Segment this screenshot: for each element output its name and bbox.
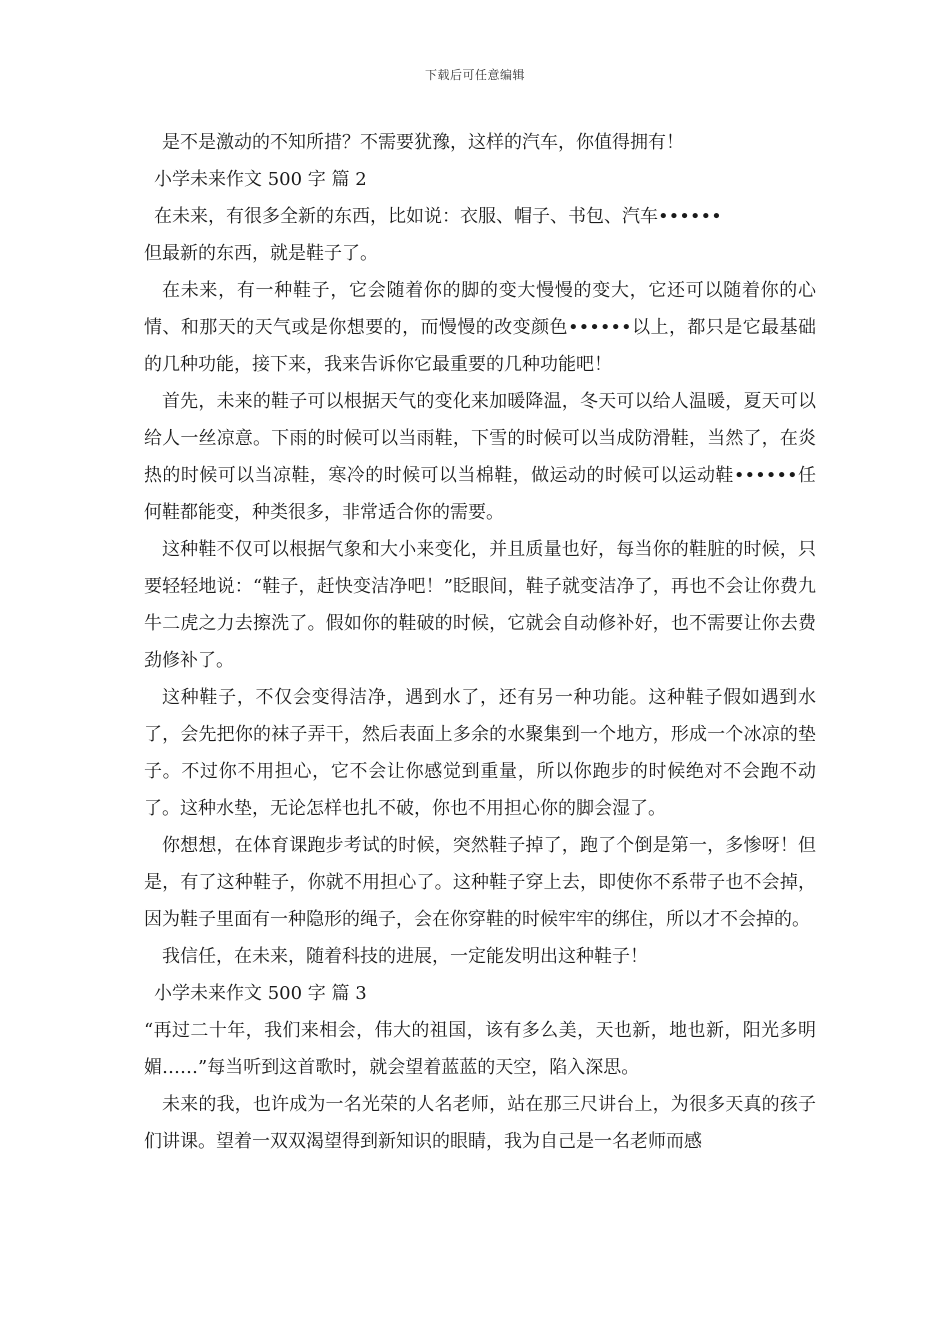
paragraph: 我信任，在未来，随着科技的进展，一定能发明出这种鞋子！ bbox=[162, 946, 648, 967]
document-body bbox=[144, 124, 816, 1160]
paragraph: 在未来，有一种鞋子，它会随着你的脚的变大慢慢的变大，它还可以随着你的心情、和那天的天气或是你想要的，而慢慢的改变颜色••••••以上，都只是它最基础的几种功能，接下来，我来告诉你它最重要的几种功能吧！ bbox=[144, 280, 816, 375]
paragraph: 未来的我，也许成为一名光荣的人名老师，站在那三尺讲台上，为很多天真的孩子们讲课。望着一双双渴望得到新知识的眼睛，我为自己是一名老师而感 bbox=[144, 1094, 816, 1152]
paragraph: 这种鞋子，不仅会变得洁净，遇到水了，还有另一种功能。这种鞋子假如遇到水了，会先把你的袜子弄干，然后表面上多余的水聚集到一个地方，形成一个冰凉的垫子。不过你不用担心，它不会让你感觉到重量，所以你跑步的时候绝对不会跑不动了。这种水垫，无论怎样也扎不破，你也不用担心你的脚会湿了。 bbox=[144, 687, 816, 819]
paragraph: 但最新的东西，就是鞋子了。 bbox=[144, 243, 378, 264]
paragraph: 在未来，有很多全新的东西，比如说：衣服、帽子、书包、汽车•••••• bbox=[154, 206, 722, 227]
paragraph: 是不是激动的不知所措？不需要犹豫，这样的汽车，你值得拥有！ bbox=[162, 132, 684, 153]
paragraph: 这种鞋不仅可以根据气象和大小来变化，并且质量也好，每当你的鞋脏的时候，只要轻轻地说：“鞋子，赶快变洁净吧！”眨眼间，鞋子就变洁净了，再也不会让你费九牛二虎之力去擦洗了。假如你的鞋破的时候，它就会自动修补好，也不需要让你去费劲修补了。 bbox=[144, 539, 816, 671]
paragraph: “再过二十年，我们来相会，伟大的祖国，该有多么美，天也新，地也新，阳光多明媚……”每当听到这首歌时，就会望着蓝蓝的天空，陷入深思。 bbox=[144, 1020, 816, 1078]
paragraph: 你想想，在体育课跑步考试的时候，突然鞋子掉了，跑了个倒是第一，多惨呀！但是，有了这种鞋子，你就不用担心了。这种鞋子穿上去，即使你不系带子也不会掉，因为鞋子里面有一种隐形的绳子，会在你穿鞋的时候牢牢的绑住，所以才不会掉的。 bbox=[144, 835, 816, 930]
paragraph: 首先，未来的鞋子可以根据天气的变化来加暖降温，冬天可以给人温暖，夏天可以给人一丝凉意。下雨的时候可以当雨鞋，下雪的时候可以当成防滑鞋，当然了，在炎热的时候可以当凉鞋，寒冷的时候可以当棉鞋，做运动的时候可以运动鞋••••••任何鞋都能变，种类很多，非常适合你的需要。 bbox=[144, 391, 816, 523]
section-heading: 小学未来作文 500 字 篇 3 bbox=[154, 983, 367, 1004]
section-heading: 小学未来作文 500 字 篇 2 bbox=[154, 169, 367, 190]
page-header: 下载后可任意编辑 bbox=[424, 68, 525, 82]
